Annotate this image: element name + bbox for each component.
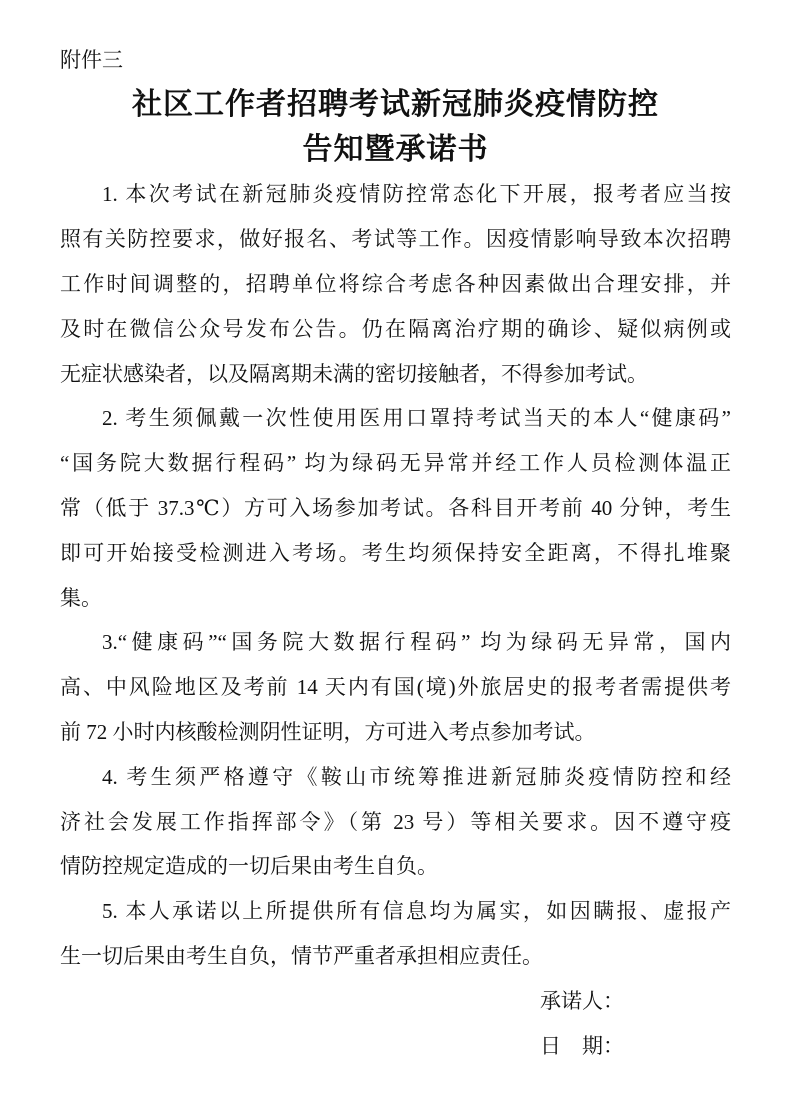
paragraph-line: 常（低于 37.3℃）方可入场参加考试。各科目开考前 40 分钟，考生 (60, 495, 731, 520)
paragraph-line: 高、中风险地区及考前 14 天内有国(境)外旅居史的报考者需提供考 (60, 675, 731, 700)
paragraph-line: “国务院大数据行程码” 均为绿码无异常并经工作人员检测体温正 (60, 451, 731, 476)
paragraph-5 (60, 889, 731, 979)
paragraph-line: 5. 本人承诺以上所提供所有信息均为属实，如因瞒报、虚报产 (102, 899, 731, 924)
paragraph-line: 生一切后果由考生自负，情节严重者承担相应责任。 (60, 943, 543, 968)
paragraph-line: 即可开始接受检测进入考场。考生均须保持安全距离，不得扎堆聚 (60, 540, 731, 565)
paragraph-line: 4. 考生须严格遵守《鞍山市统筹推进新冠肺炎疫情防控和经 (102, 764, 731, 789)
document-title-line-2: 告知暨承诺书 (302, 132, 489, 166)
paragraph-4 (60, 755, 731, 889)
paragraph-line: 济社会发展工作指挥部令》（第 23 号）等相关要求。因不遵守疫 (60, 809, 731, 834)
paragraph-line: 3.“健康码”“国务院大数据行程码” 均为绿码无异常，国内 (102, 630, 731, 655)
paragraph-line: 前 72 小时内核酸检测阴性证明，方可进入考点参加考试。 (60, 719, 596, 744)
signature-block (60, 979, 731, 1069)
paragraph-1 (60, 172, 731, 396)
promisor-label: 承诺人： (540, 988, 624, 1013)
paragraph-line: 及时在微信公众号发布公告。仍在隔离治疗期的确诊、疑似病例或 (60, 316, 731, 341)
document-title-line-1: 社区工作者招聘考试新冠肺炎疫情防控 (132, 87, 659, 121)
paragraph-2 (60, 396, 731, 620)
paragraph-line: 情防控规定造成的一切后果由考生自负。 (60, 854, 438, 879)
paragraph-line: 集。 (60, 585, 102, 610)
paragraph-3 (60, 620, 731, 754)
attachment-label: 附件三 (60, 48, 123, 72)
date-label: 日 期： (540, 1033, 624, 1058)
paragraph-line: 2. 考生须佩戴一次性使用医用口罩持考试当天的本人“健康码” (102, 406, 731, 431)
paragraph-line: 无症状感染者，以及隔离期未满的密切接触者，不得参加考试。 (60, 361, 648, 386)
paragraph-line: 1. 本次考试在新冠肺炎疫情防控常态化下开展，报考者应当按 (102, 182, 731, 207)
paragraph-line: 照有关防控要求，做好报名、考试等工作。因疫情影响导致本次招聘 (60, 227, 731, 252)
paragraph-line: 工作时间调整的，招聘单位将综合考虑各种因素做出合理安排，并 (60, 271, 731, 296)
